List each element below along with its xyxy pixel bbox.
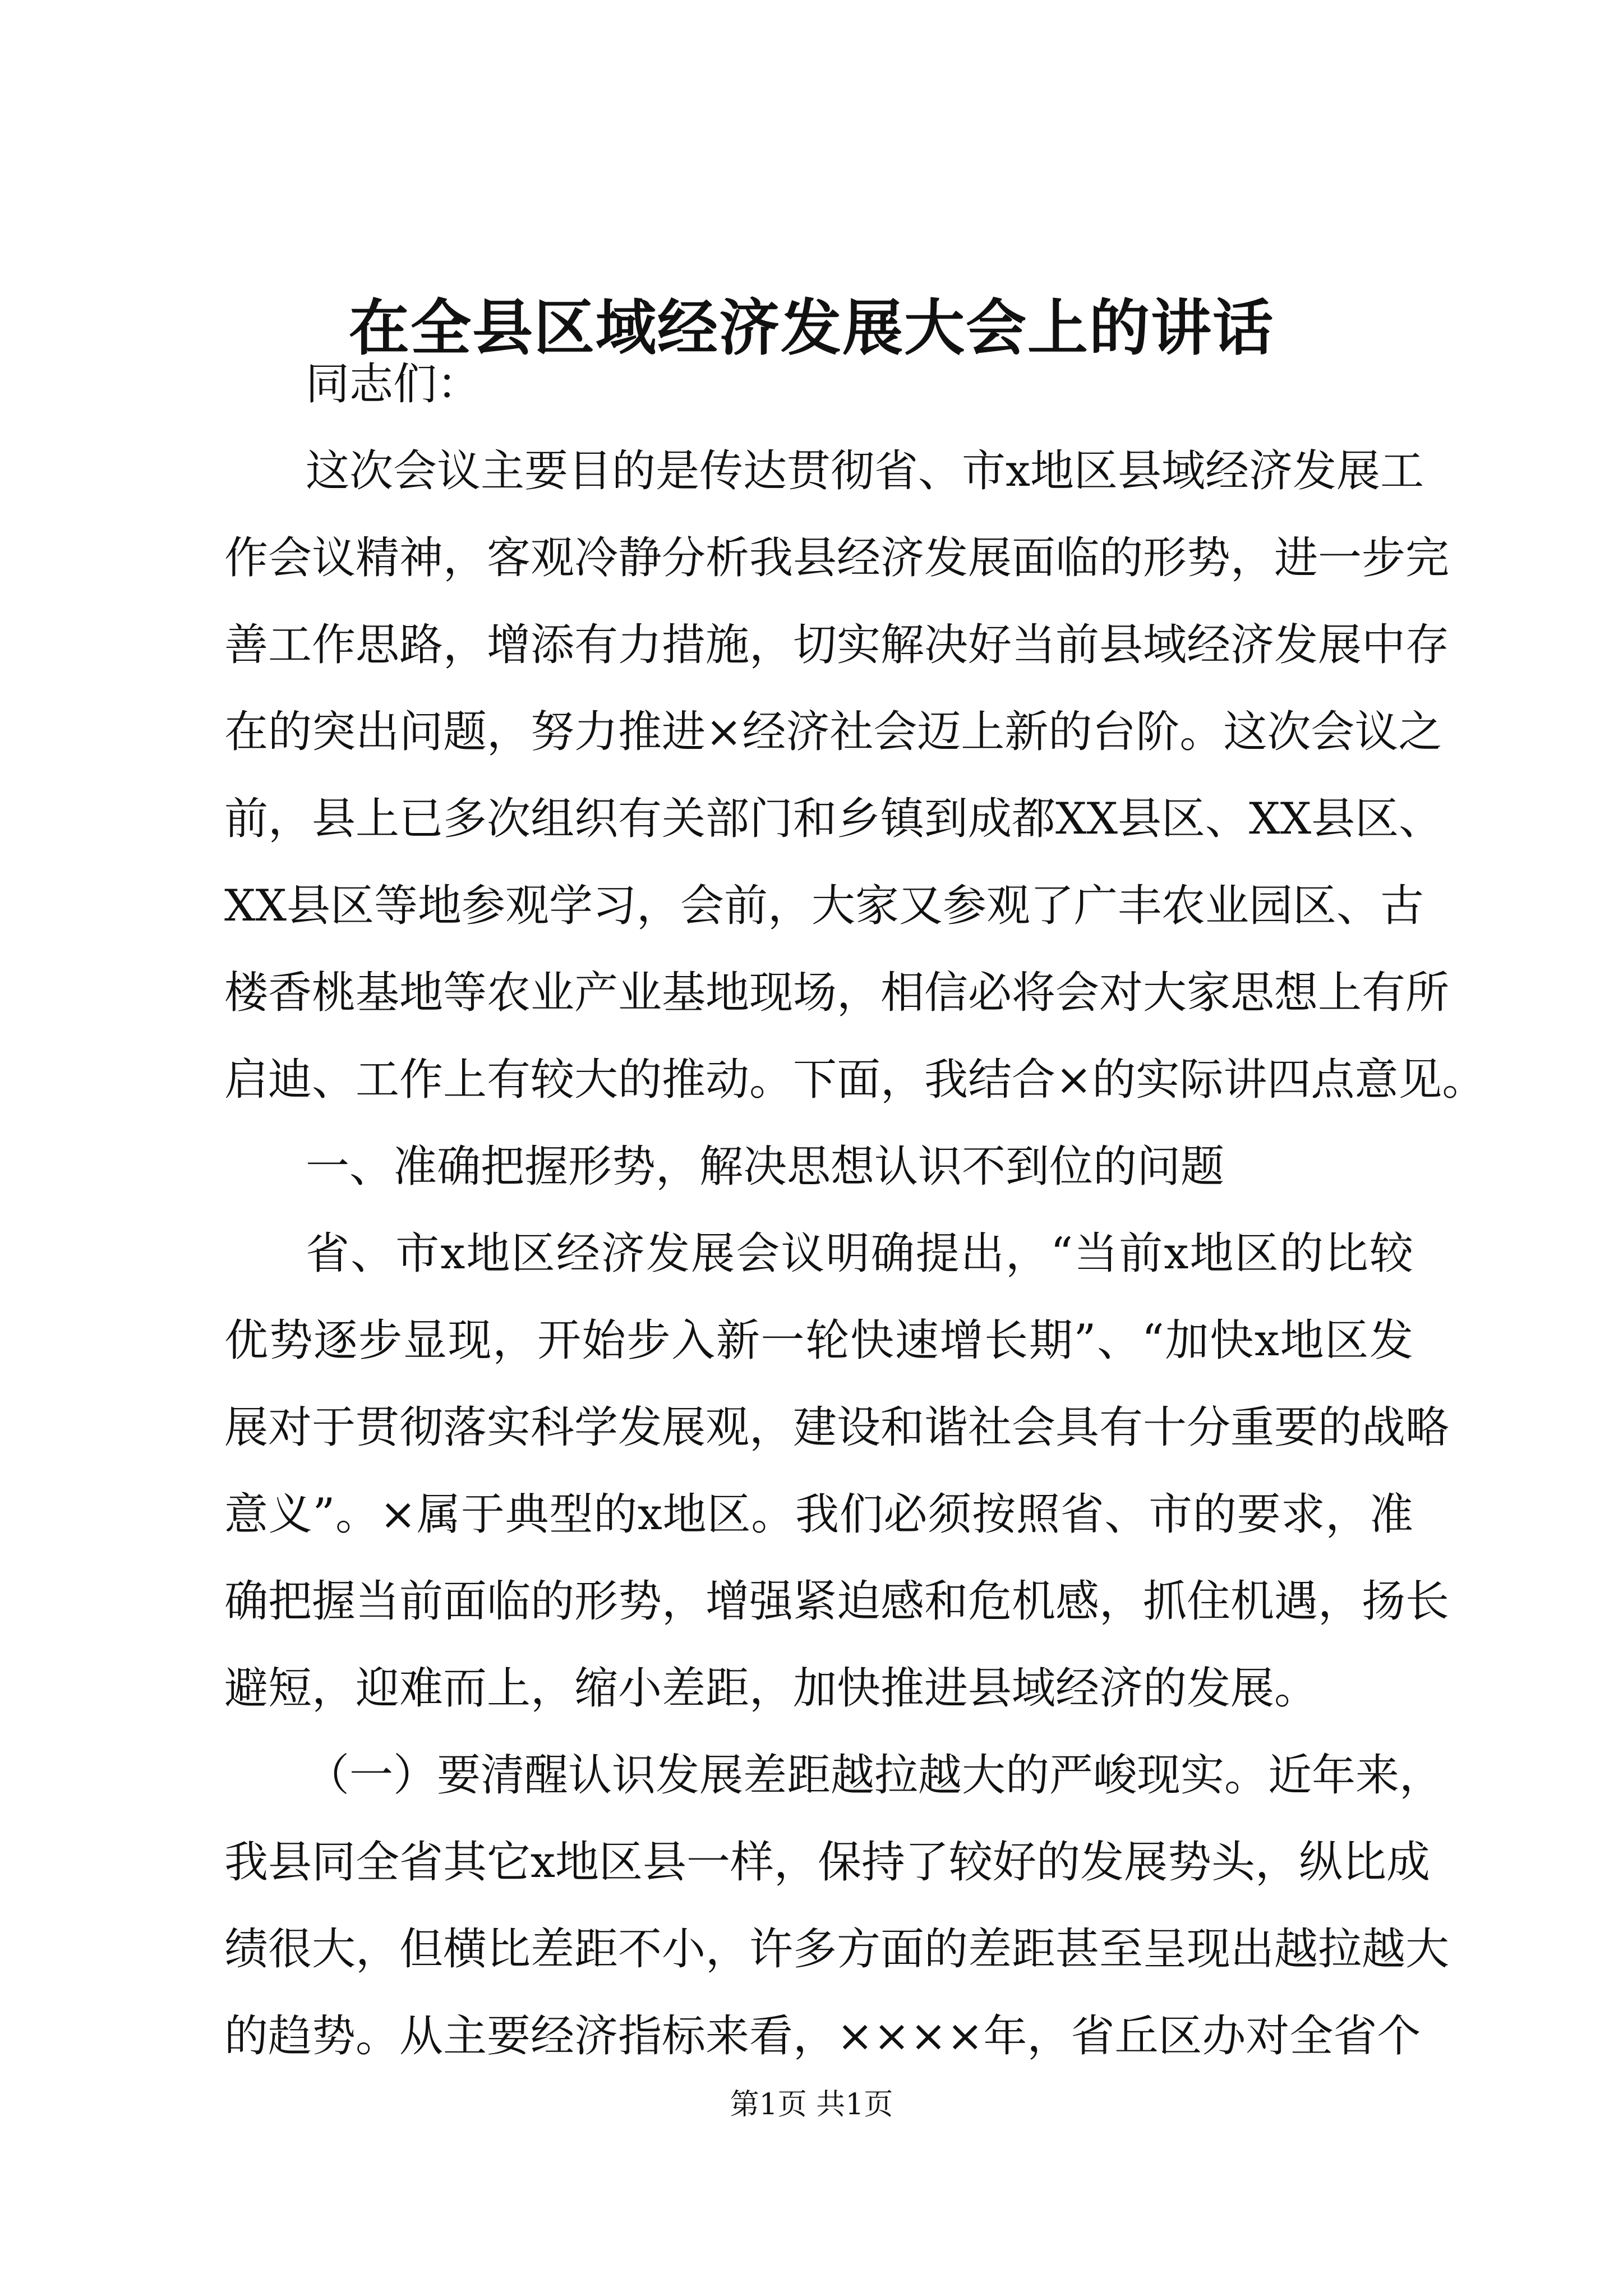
paragraph-line: 的趋势。从主要经济指标来看，××××年，省丘区办对全省个: [224, 2011, 1421, 2062]
paragraph-line: 绩很大，但横比差距不小，许多方面的差距甚至呈现出越拉越大: [224, 1924, 1450, 1975]
paragraph-line: 意义”。×属于典型的x地区。我们必须按照省、市的要求，准: [224, 1489, 1413, 1540]
paragraph-line: 楼香桃基地等农业产业基地现场，相信必将会对大家思想上有所: [224, 968, 1450, 1018]
paragraph-line: 在的突出问题，努力推进×经济社会迈上新的台阶。这次会议之: [224, 707, 1442, 757]
salutation: 同志们：: [306, 359, 481, 409]
paragraph-line: 我县同全省其它x地区县一样，保持了较好的发展势头，纵比成: [224, 1837, 1430, 1888]
page-footer: 第1页 共1页: [730, 2088, 893, 2122]
paragraph-line: 优势逐步显现，开始步入新一轮快速增长期”、“加快x地区发: [224, 1315, 1413, 1366]
paragraph-line: 展对于贯彻落实科学发展观，建设和谐社会具有十分重要的战略: [224, 1402, 1450, 1453]
paragraph-line: （一）要清醒认识发展差距越拉越大的严峻现实。近年来，: [306, 1750, 1444, 1801]
paragraph-line: 前，县上已多次组织有关部门和乡镇到成都XX县区、XX县区、: [224, 794, 1443, 844]
paragraph-line: XX县区等地参观学习，会前，大家又参观了广丰农业园区、古: [224, 881, 1424, 931]
document-title: 在全县区域经济发展大会上的讲话: [348, 293, 1274, 364]
paragraph-line: 避短，迎难而上，缩小差距，加快推进县域经济的发展。: [224, 1663, 1318, 1714]
paragraph-line: 省、市x地区经济发展会议明确提出，“当前x地区的比较: [306, 1228, 1413, 1279]
section-heading: 一、准确把握形势，解决思想认识不到位的问题: [306, 1142, 1225, 1192]
paragraph-line: 善工作思路，增添有力措施，切实解决好当前县域经济发展中存: [224, 620, 1450, 670]
paragraph-line: 确把握当前面临的形势，增强紧迫感和危机感，抓住机遇，扬长: [224, 1576, 1450, 1627]
paragraph-line: 这次会议主要目的是传达贯彻省、市x地区县域经济发展工: [306, 446, 1424, 496]
paragraph-line: 作会议精神，客观冷静分析我县经济发展面临的形势，进一步完: [224, 533, 1450, 583]
paragraph-line: 启迪、工作上有较大的推动。下面，我结合×的实际讲四点意见。: [224, 1055, 1486, 1105]
